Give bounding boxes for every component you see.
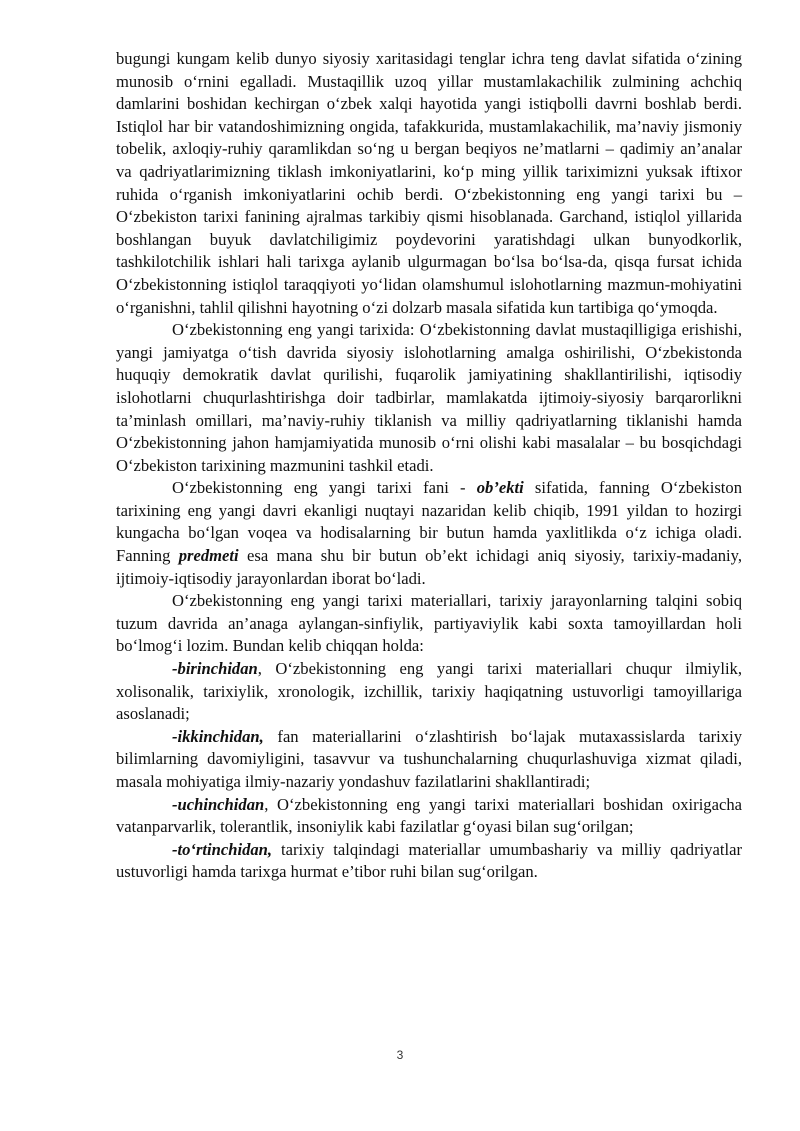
list-item-term: -ikkinchidan, xyxy=(172,726,264,746)
page-number: 3 xyxy=(396,1048,404,1062)
paragraph-3 xyxy=(116,477,742,590)
list-item-birinchidan xyxy=(116,658,742,726)
list-item-term: -uchinchidan xyxy=(172,794,265,814)
term-predmeti: predmeti xyxy=(178,546,239,566)
paragraph-4: O‘zbekistonning eng yangi tarixi materiallari, tarixiy jarayonlarning talqini sobiq tuzum davrida an’anaga aylangan-sinfiylik, partiyaviylik kabi soxta tamoyillardan holi bo‘lmog‘i lozim. Bundan kelib chiqqan holda: xyxy=(116,591,742,656)
paragraph-1: bugungi kungam kelib dunyo siyosiy xaritasidagi tenglar ichra teng davlat sifatida o‘zining munosib o‘rnini egalladi. Mustaqillik uzoq yillar mustamlakachilik zulmining achchiq damlarini boshidan kechirgan o‘zbek xalqi hayotida yangi istiqbolli davrni boshlab berdi. Istiqlol har bir vatandoshimizning ongida, tafakkurida, mustamlakachilik, ma’naviy jismoniy tobelik, axloqiy-ruhiy qaramlikdan so‘ng u bergan beqiyos ne’matlarni – qadimiy an’analar va qadriyatlarimizning tiklash imkoniyatlarini, ko‘p ming yillik tariximizni yuksak iftixor ruhida o‘rganish imkoniyatlarini ochib berdi. O‘zbekistonning eng yangi tarixi bu – O‘zbekiston tarixi fanining ajralmas tarkibiy qismi hisoblanada. Garchand, istiqlol yillarida boshlangan buyuk davlatchiligimiz poydevorini yaratishdagi ulkan bunyodkorlik, tashkilotchilik ishlari hali tarixga aylanib ulgurmagan bo‘lsa bo‘lsa-da, qisqa fursat ichida O‘zbekistonning istiqlol taraqqiyoti yo‘lidan olamshumul islohotlarning mazmun-mohiyatini o‘rganishni, tahlil qilishni hayotning o‘zi dolzarb masala sifatida kun tartibiga qo‘ymoqda. xyxy=(116,49,742,317)
term-obekti: ob’ekti xyxy=(476,478,524,498)
list-item-uchinchidan xyxy=(116,794,742,839)
list-item-tortinchidan xyxy=(116,839,742,884)
paragraph-2: O‘zbekistonning eng yangi tarixida: O‘zbekistonning davlat mustaqilligiga erishishi, yangi jamiyatga o‘tish davrida siyosiy islohotlarning amalga oshirilishi, O‘zbekistonda huquqiy demokratik davlat qurilishi, fuqarolik jamiyatining shakllantirilishi, iqtisodiy islohotlarni chuqurlashtirishga doir tadbirlar, mamlakatda ijtimoiy-siyosiy barqarorlikni ta’minlash omillari, ma’naviy-ruhiy tiklanish va milliy qadriyatlarning tiklanishi hamda O‘zbekistonning jahon hamjamiyatida munosib o‘rni olishi kabi masalalar – bu bosqichdagi O‘zbekiston tarixining mazmunini tashkil etadi. xyxy=(116,320,742,475)
list-item-text: fan materiallarini o‘zlashtirish bo‘lajak mutaxassislarda tarixiy bilimlarning davomiyligini, tasavvur va tushunchalarning chuqurlashuviga xizmat qiladi, masala mohiyatiga ilmiy-nazariy yondashuv fazilatlarini shakllantiradi; xyxy=(116,726,742,791)
document-page xyxy=(116,48,742,884)
paragraph-3-text-b: sifatida, fanning O‘zbekiston tarixining eng yangi davri ekanligi nuqtayi nazaridan kelib chiqib, 1991 yildan to hozirgi kungacha bo‘lgan voqea va hodisalarning bir butun hamda yaxlitlikda o‘z ichiga oladi. Fanning xyxy=(116,478,742,566)
list-item-text: tarixiy talqindagi materiallar umumbashariy va milliy qadriyatlar ustuvorligi hamda tarixga hurmat e’tibor ruhi bilan sug‘orilgan. xyxy=(116,839,742,882)
list-item-term: -birinchidan xyxy=(172,659,258,679)
list-item-text: , O‘zbekistonning eng yangi tarixi materiallari chuqur ilmiylik, xolisonalik, tarixiylik, xronologik, izchillik, tarixiy haqiqatning ustuvorligi tamoyillariga asoslanadi; xyxy=(116,659,742,724)
list-item-term: -to‘rtinchidan, xyxy=(172,839,273,859)
paragraph-3-text-c: esa mana shu bir butun ob’ekt ichidagi aniq siyosiy, tarixiy-madaniy, ijtimoiy-iqtisodiy jarayonlardan iborat bo‘ladi. xyxy=(116,546,742,588)
paragraph-3-text-a: O‘zbekistonning eng yangi tarixi fani - xyxy=(172,478,477,498)
list-item-text: , O‘zbekistonning eng yangi tarixi materiallari boshidan oxirigacha vatanparvarlik, tolerantlik, insoniylik kabi fazilatlar g‘oyasi bilan sug‘orilgan; xyxy=(116,794,742,837)
list-item-ikkinchidan xyxy=(116,726,742,794)
